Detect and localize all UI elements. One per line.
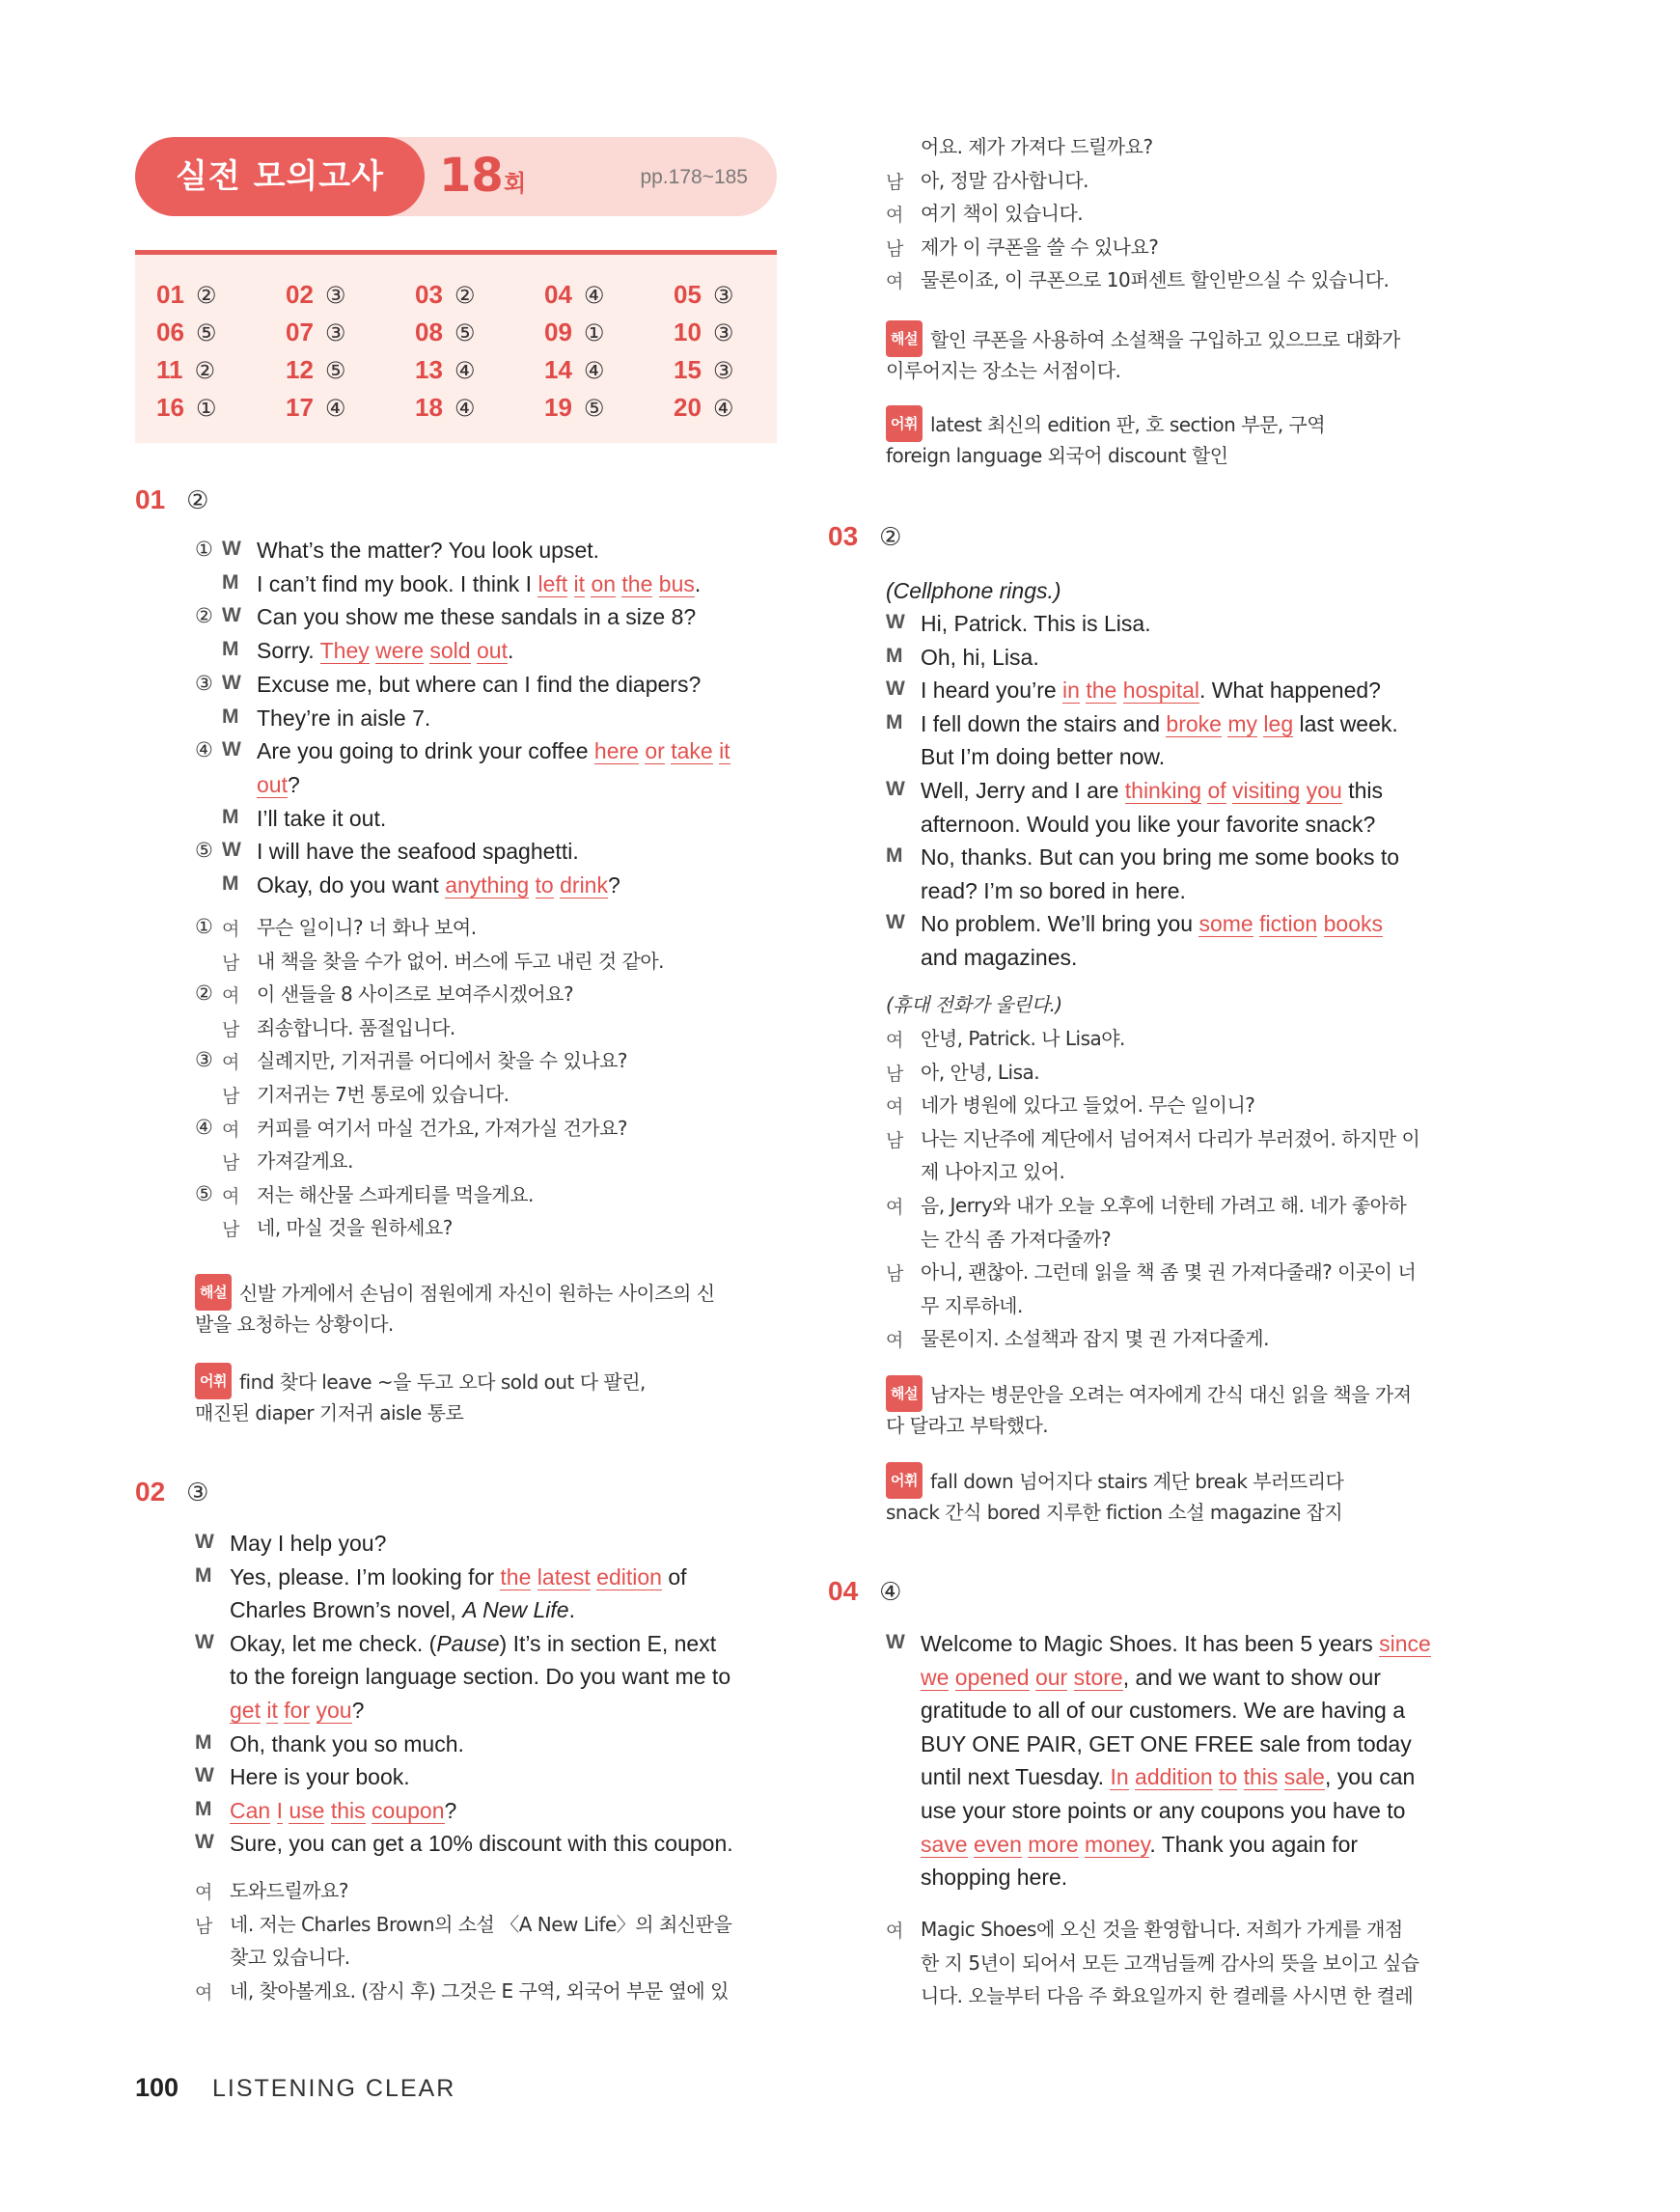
korean-line: 죄송합니다. 품절입니다. [257,1015,455,1039]
dialogue-line: save even more money. Thank you again for [921,1831,1359,1857]
blank-answer: sold [429,638,471,664]
speaker-label: 여 [886,205,904,227]
speaker-label: W [195,1764,214,1787]
answer-mark: ⑤ [583,395,605,422]
answer-item [674,280,733,310]
blank-answer: to [1219,1764,1238,1790]
answer-item [674,393,733,423]
korean-line: 나는 지난주에 계단에서 넘어져서 다리가 부러졌어. 하지만 이 [921,1126,1420,1150]
dialogue-line: gratitude to all of our customers. We are having a [921,1698,1406,1724]
dialogue-line: Excuse me, but where can I find the diapers? [257,671,702,697]
dialogue-line: Can I use this coupon? [230,1797,457,1823]
choice-marker: ③ [195,1048,213,1072]
answer-mark: ④ [454,357,476,384]
korean-line: 도와드릴까요? [230,1879,349,1902]
answer-mark: ④ [583,282,605,309]
blank-answer: we [921,1664,950,1690]
blank-answer: Can [230,1797,271,1823]
blank-answer: sale [1283,1764,1325,1790]
blank-answer: money [1085,1831,1150,1857]
speaker-label: 여 [886,271,904,293]
question-number [828,521,901,552]
dialogue-line: Sure, you can get a 10% discount with this coupon. [230,1831,733,1857]
answer-mark: ② [454,282,476,309]
blank-answer: for [284,1698,311,1723]
dialogue-line: to the foreign language section. Do you want me to [230,1664,731,1690]
speaker-label: W [222,671,241,694]
korean-line: 음, Jerry와 내가 오늘 오후에 너한테 가려고 해. 네가 좋아하 [921,1194,1407,1217]
speaker-label: M [886,710,903,733]
dialogue-line: I’ll take it out. [257,805,387,831]
speaker-label: W [886,1631,905,1653]
answer-number: 05 [674,280,702,309]
answer-item [544,355,604,385]
speaker-label: M [886,644,903,667]
blank-answer: store [1073,1664,1123,1690]
korean-line: 네, 마실 것을 원하세요? [257,1216,453,1240]
dialogue-line: Charles Brown’s novel, A New Life. [230,1597,575,1623]
answer-mark: ① [583,319,605,346]
answer-item [156,355,215,385]
korean-line: 물론이죠, 이 쿠폰으로 10퍼센트 할인받으실 수 있습니다. [921,268,1390,292]
answer-item [415,393,475,423]
explanation-line: 이루어지는 장소는 서점이다. [886,359,1121,382]
korean-line: 한 지 5년이 되어서 모든 고객님들께 감사의 뜻을 보이고 싶습 [921,1950,1419,1975]
speaker-label: 여 [222,1185,240,1207]
answer-item [415,280,475,310]
explanation-line: 해설 할인 쿠폰을 사용하여 소설책을 구입하고 있으므로 대화가 [886,320,1400,357]
answer-item [544,280,604,310]
speaker-label: M [222,570,239,594]
korean-line: 네, 찾아볼게요. (잠시 후) 그것은 E 구역, 외국어 부문 옆에 있 [230,1978,729,2003]
speaker-label: 여 [222,985,240,1008]
korean-line: 무슨 일이니? 너 화나 보여. [257,916,477,939]
answer-mark: ④ [324,395,346,422]
header-hoe: 회 [504,170,527,197]
dialogue-line: What’s the matter? You look upset. [257,538,600,563]
blank-answer: save [921,1831,968,1857]
question-answer-mark: ③ [186,1479,209,1507]
speaker-label: W [886,911,905,934]
speaker-label: W [195,1831,214,1854]
blank-answer: our [1034,1664,1068,1690]
explanation-line: 해설 신발 가게에서 손님이 점원에게 자신이 원하는 사이즈의 신 [195,1274,715,1311]
blank-answer: left [537,570,568,596]
stage-direction [886,574,1061,607]
speaker-label: 남 [222,1018,240,1040]
dialogue-line: May I help you? [230,1531,387,1556]
blank-answer: visiting [1232,778,1301,803]
label-tag: 어휘 [886,1462,923,1499]
label-tag: 해설 [886,320,923,357]
speaker-label: 여 [886,1096,904,1119]
answer-item [674,318,733,347]
answer-mark: ③ [324,282,346,309]
speaker-label: W [886,778,905,800]
blank-answer: leg [1263,710,1294,736]
answer-number: 09 [544,318,572,346]
answer-number: 04 [544,280,572,309]
answer-mark: ③ [324,319,346,346]
dialogue-line: Okay, do you want anything to drink? [257,872,620,898]
dialogue-line: shopping here. [921,1865,1068,1891]
answer-number: 18 [415,393,443,422]
speaker-label: 여 [886,1197,904,1218]
question-number-text: 04 [828,1576,859,1606]
blank-answer: of [1207,778,1226,803]
answer-mark: ④ [712,395,734,422]
answer-mark: ④ [583,357,605,384]
answer-key-box [135,250,777,443]
answer-item [415,355,475,385]
label-tag: 어휘 [886,405,923,442]
vocabulary-line: snack 간식 bored 지루한 fiction 소설 magazine 잡지 [886,1501,1343,1524]
choice-marker: ① [195,915,213,938]
korean-line: 내 책을 찾을 수가 없어. 버스에 두고 내린 것 같아. [257,949,665,973]
answer-number: 07 [286,318,314,346]
speaker-label: 남 [886,1063,904,1085]
blank-answer: some [1198,911,1253,937]
answer-item [415,318,475,347]
blank-answer: you [1306,778,1342,803]
choice-marker: ③ [195,671,213,695]
speaker-label: M [222,872,239,895]
answer-number: 11 [156,355,183,384]
speaker-label: 남 [222,1219,240,1241]
answer-number: 15 [674,355,702,384]
dialogue-line: But I’m doing better now. [921,744,1166,770]
korean-line: 기저귀는 7번 통로에 있습니다. [257,1083,510,1106]
question-number [135,1477,208,1507]
answer-number: 13 [415,355,443,384]
vocabulary-line: 어휘 find 찾다 leave ~을 두고 오다 sold out 다 팔린, [195,1363,646,1399]
korean-line: 어요. 제가 가져다 드릴까요? [921,135,1153,158]
dialogue-line: Oh, hi, Lisa. [921,644,1039,670]
explanation-line: 다 달라고 부탁했다. [886,1414,1049,1437]
answer-mark: ① [195,395,217,422]
answer-item [544,318,604,347]
dialogue-line: Yes, please. I’m looking for the latest edition of [230,1563,687,1590]
answer-number: 01 [156,280,184,309]
stage-direction-korean [886,988,1062,1021]
speaker-label: 남 [886,1263,904,1286]
korean-line: 무 지루하네. [921,1293,1023,1317]
label-tag: 해설 [195,1274,232,1311]
korean-line: 찾고 있습니다. [230,1946,350,1970]
choice-marker: ④ [195,738,213,762]
speaker-label: 여 [222,1119,240,1141]
speaker-label: M [886,844,903,868]
blank-answer: in [1062,677,1080,704]
korean-line: 아, 정말 감사합니다. [921,168,1088,192]
question-number-text: 03 [828,521,859,551]
speaker-label: W [195,1630,214,1653]
blank-answer: you [316,1698,352,1723]
speaker-label: 남 [886,237,904,260]
answer-number: 02 [286,280,314,309]
choice-marker: ① [195,538,213,561]
blank-answer: use [289,1797,325,1823]
blank-answer: latest [537,1563,591,1590]
speaker-label: 남 [222,1086,240,1107]
choice-marker: ④ [195,1115,213,1139]
dialogue-line: until next Tuesday. In addition to this sale, you can [921,1764,1416,1790]
blank-answer: more [1028,1831,1079,1857]
dialogue-line: I will have the seafood spaghetti. [257,839,579,865]
speaker-label: 남 [195,1915,213,1937]
korean-line: 제 나아지고 있어. [921,1160,1065,1184]
speaker-label: M [222,638,239,661]
page-number: 100 [135,2073,179,2102]
answer-number: 17 [286,393,314,422]
speaker-label: W [195,1531,214,1553]
dialogue-line: Here is your book. [230,1764,410,1790]
blank-answer: anything [445,872,530,898]
korean-line: Magic Shoes에 오신 것을 환영합니다. 저희가 가게를 개점 [921,1918,1403,1941]
speaker-label: W [222,604,241,627]
speaker-label: W [222,839,241,862]
speaker-label: 남 [886,1129,904,1151]
speaker-label: M [222,705,239,728]
blank-answer: out [257,771,288,797]
dialogue-line: Oh, thank you so much. [230,1730,464,1756]
blank-answer: books [1323,911,1383,937]
answer-mark: ⑤ [195,319,217,346]
blank-answer: bus [658,570,695,596]
dialogue-line: No, thanks. But can you bring me some books to [921,844,1400,871]
blank-answer: since [1379,1631,1431,1656]
blank-answer: edition [596,1563,662,1590]
dialogue-line: I heard you’re in the hospital. What happened? [921,677,1381,704]
label-tag: 어휘 [195,1363,232,1399]
korean-line: 제가 이 쿠폰을 쓸 수 있나요? [921,235,1159,259]
answer-item [156,280,216,310]
blank-answer: out [476,638,508,664]
blank-answer: were [375,638,424,664]
dialogue-line: Welcome to Magic Shoes. It has been 5 years since [921,1631,1431,1656]
korean-line: 는 간식 좀 가져다줄까? [921,1227,1112,1251]
dialogue-line: Hi, Patrick. This is Lisa. [921,611,1151,636]
answer-number: 08 [415,318,443,346]
blank-answer: on [591,570,617,596]
dialogue-line: and magazines. [921,945,1078,970]
test-header [135,137,777,216]
korean-line: 안녕, Patrick. 나 Lisa야. [921,1027,1125,1050]
stage-direction-text: (휴대 전화가 울린다.) [886,993,1062,1016]
speaker-label: 여 [886,1030,904,1051]
speaker-label: 남 [886,171,904,193]
korean-line: 가져갈게요. [257,1149,353,1174]
choice-marker: ② [195,604,213,628]
korean-line: 이 샌들을 8 사이즈로 보여주시겠어요? [257,982,574,1007]
speaker-label: 여 [886,1330,904,1352]
blank-answer: this [1243,1764,1279,1790]
header-title: 실전 모의고사 [135,137,425,216]
header-number: 18 [439,149,504,203]
blank-answer: coupon [372,1797,445,1823]
blank-answer: They [319,638,370,664]
answer-item [286,393,345,423]
answer-mark: ③ [712,319,734,346]
answer-number: 06 [156,318,184,346]
dialogue-line: Are you going to drink your coffee here or take it [257,738,730,764]
dialogue-line: get it for you? [230,1698,365,1723]
dialogue-line: BUY ONE PAIR, GET ONE FREE sale from today [921,1730,1412,1756]
blank-answer: the [500,1563,532,1590]
dialogue-line: No problem. We’ll bring you some fiction books [921,911,1383,937]
korean-line: 아, 안녕, Lisa. [921,1060,1040,1084]
dialogue-line: I can’t find my book. I think I left it on the bus. [257,570,702,596]
blank-answer: opened [954,1664,1030,1690]
dialogue-line: Well, Jerry and I are thinking of visiting you this [921,778,1383,803]
answer-item [286,355,345,385]
dialogue-line: I fell down the stairs and broke my leg last week. [921,710,1398,736]
question-number-text: 02 [135,1477,166,1507]
speaker-label: W [222,538,241,560]
blank-answer: here [593,738,639,764]
speaker-label: M [222,805,239,828]
speaker-label: 여 [222,1052,240,1074]
speaker-label: W [886,677,905,701]
explanation-line: 해설 남자는 병문안을 오려는 여자에게 간식 대신 읽을 책을 가져 [886,1375,1412,1412]
speaker-label: 여 [195,1981,213,2004]
blank-answer: drink [560,872,608,898]
korean-line: 실례지만, 기저귀를 어디에서 찾을 수 있나요? [257,1049,628,1073]
speaker-label: 남 [222,1152,240,1175]
korean-line: 네가 병원에 있다고 들었어. 무슨 일이니? [921,1093,1255,1118]
italic-text: A New Life [462,1597,569,1623]
answer-mark: ③ [712,357,734,384]
blank-answer: fiction [1259,911,1318,937]
answer-mark: ⑤ [454,319,476,346]
blank-answer: hospital [1122,677,1199,704]
explanation-line: 발을 요청하는 상황이다. [195,1313,394,1336]
answer-mark: ③ [712,282,734,309]
blank-answer: it [573,570,586,596]
korean-line: 물론이지. 소설책과 잡지 몇 권 가져다줄게. [921,1327,1269,1351]
answer-item [156,393,216,423]
answer-number: 20 [674,393,702,422]
answer-number: 19 [544,393,572,422]
dialogue-line: Can you show me these sandals in a size 8? [257,604,697,630]
stage-direction-text: (Cellphone rings.) [886,578,1061,603]
speaker-label: W [222,738,241,761]
korean-line: 아니, 괜찮아. 그런데 읽을 책 좀 몇 권 가져다줄래? 이곳이 너 [921,1260,1417,1285]
question-number-text: 01 [135,484,166,514]
answer-item [674,355,733,385]
dialogue-line: read? I’m so bored in here. [921,877,1186,903]
answer-number: 14 [544,355,572,384]
answer-mark: ② [195,282,217,309]
blank-answer: the [1086,677,1117,704]
answer-mark: ② [194,357,216,384]
answer-number: 16 [156,393,184,422]
blank-answer: it [719,738,730,764]
dialogue-line: use your store points or any coupons you have to [921,1798,1406,1823]
blank-answer: it [266,1698,278,1723]
korean-line: 여기 책이 있습니다. [921,202,1084,226]
answer-number: 03 [415,280,443,309]
italic-text: Pause [436,1630,500,1656]
blank-answer: In [1110,1764,1129,1790]
choice-marker: ② [195,982,213,1006]
blank-answer: to [535,872,554,898]
answer-mark: ④ [454,395,476,422]
korean-line: 저는 해산물 스파게티를 먹을게요. [257,1182,534,1206]
dialogue-line: They’re in aisle 7. [257,705,431,731]
dialogue-line: we opened our store, and we want to show our [921,1664,1381,1690]
blank-answer: my [1227,710,1258,736]
answer-item [544,393,604,423]
blank-answer: addition [1135,1764,1213,1790]
choice-marker: ⑤ [195,839,213,863]
dialogue-line: out? [257,771,300,797]
speaker-label: W [886,611,905,633]
question-number [135,484,208,515]
dialogue-line: Okay, let me check. (Pause) It’s in section E, next [230,1630,717,1656]
blank-answer: this [330,1797,366,1823]
speaker-label: 여 [886,1921,904,1942]
blank-answer: the [621,570,653,596]
answer-item [286,318,345,347]
blank-answer: get [230,1698,261,1723]
answer-item [286,280,345,310]
blank-answer: take [671,738,713,764]
korean-line: 네. 저는 Charles Brown의 소설 〈A New Life〉의 최신판을 [230,1912,732,1936]
speaker-label: 여 [195,1882,213,1903]
speaker-label: M [195,1563,212,1587]
question-number [828,1576,901,1607]
vocabulary-line: 매진된 diaper 기저귀 aisle 통로 [195,1401,464,1424]
question-answer-mark: ④ [879,1578,902,1607]
korean-line: 커피를 여기서 마실 건가요, 가져가실 건가요? [257,1116,628,1140]
speaker-label: M [195,1730,212,1754]
header-pages: pp.178~185 [640,166,748,188]
answer-number: 12 [286,355,314,384]
vocabulary-line: 어휘 latest 최신의 edition 판, 호 section 부문, 구역 [886,405,1325,442]
dialogue-line: Sorry. They were sold out. [257,638,514,664]
speaker-label: 남 [222,952,240,974]
answer-number: 10 [674,318,702,346]
book-title: LISTENING CLEAR [212,2075,456,2102]
label-tag: 해설 [886,1375,923,1412]
blank-answer: thinking [1124,778,1202,803]
blank-answer: I [276,1797,283,1823]
dialogue-line: afternoon. Would you like your favorite snack? [921,811,1376,837]
speaker-label: M [195,1797,212,1820]
vocabulary-line: 어휘 fall down 넘어지다 stairs 계단 break 부러뜨리다 [886,1462,1343,1499]
blank-answer: broke [1166,710,1222,736]
korean-line: 니다. 오늘부터 다음 주 화요일까지 한 켤레를 사시면 한 켤레 [921,1984,1414,2008]
answer-mark: ⑤ [324,357,346,384]
choice-marker: ⑤ [195,1181,213,1205]
blank-answer: or [645,738,665,764]
vocabulary-line: foreign language 외국어 discount 할인 [886,444,1228,467]
blank-answer: even [973,1831,1022,1857]
speaker-label: 여 [222,919,240,940]
question-answer-mark: ② [879,523,902,552]
answer-item [156,318,216,347]
question-answer-mark: ② [186,486,209,515]
